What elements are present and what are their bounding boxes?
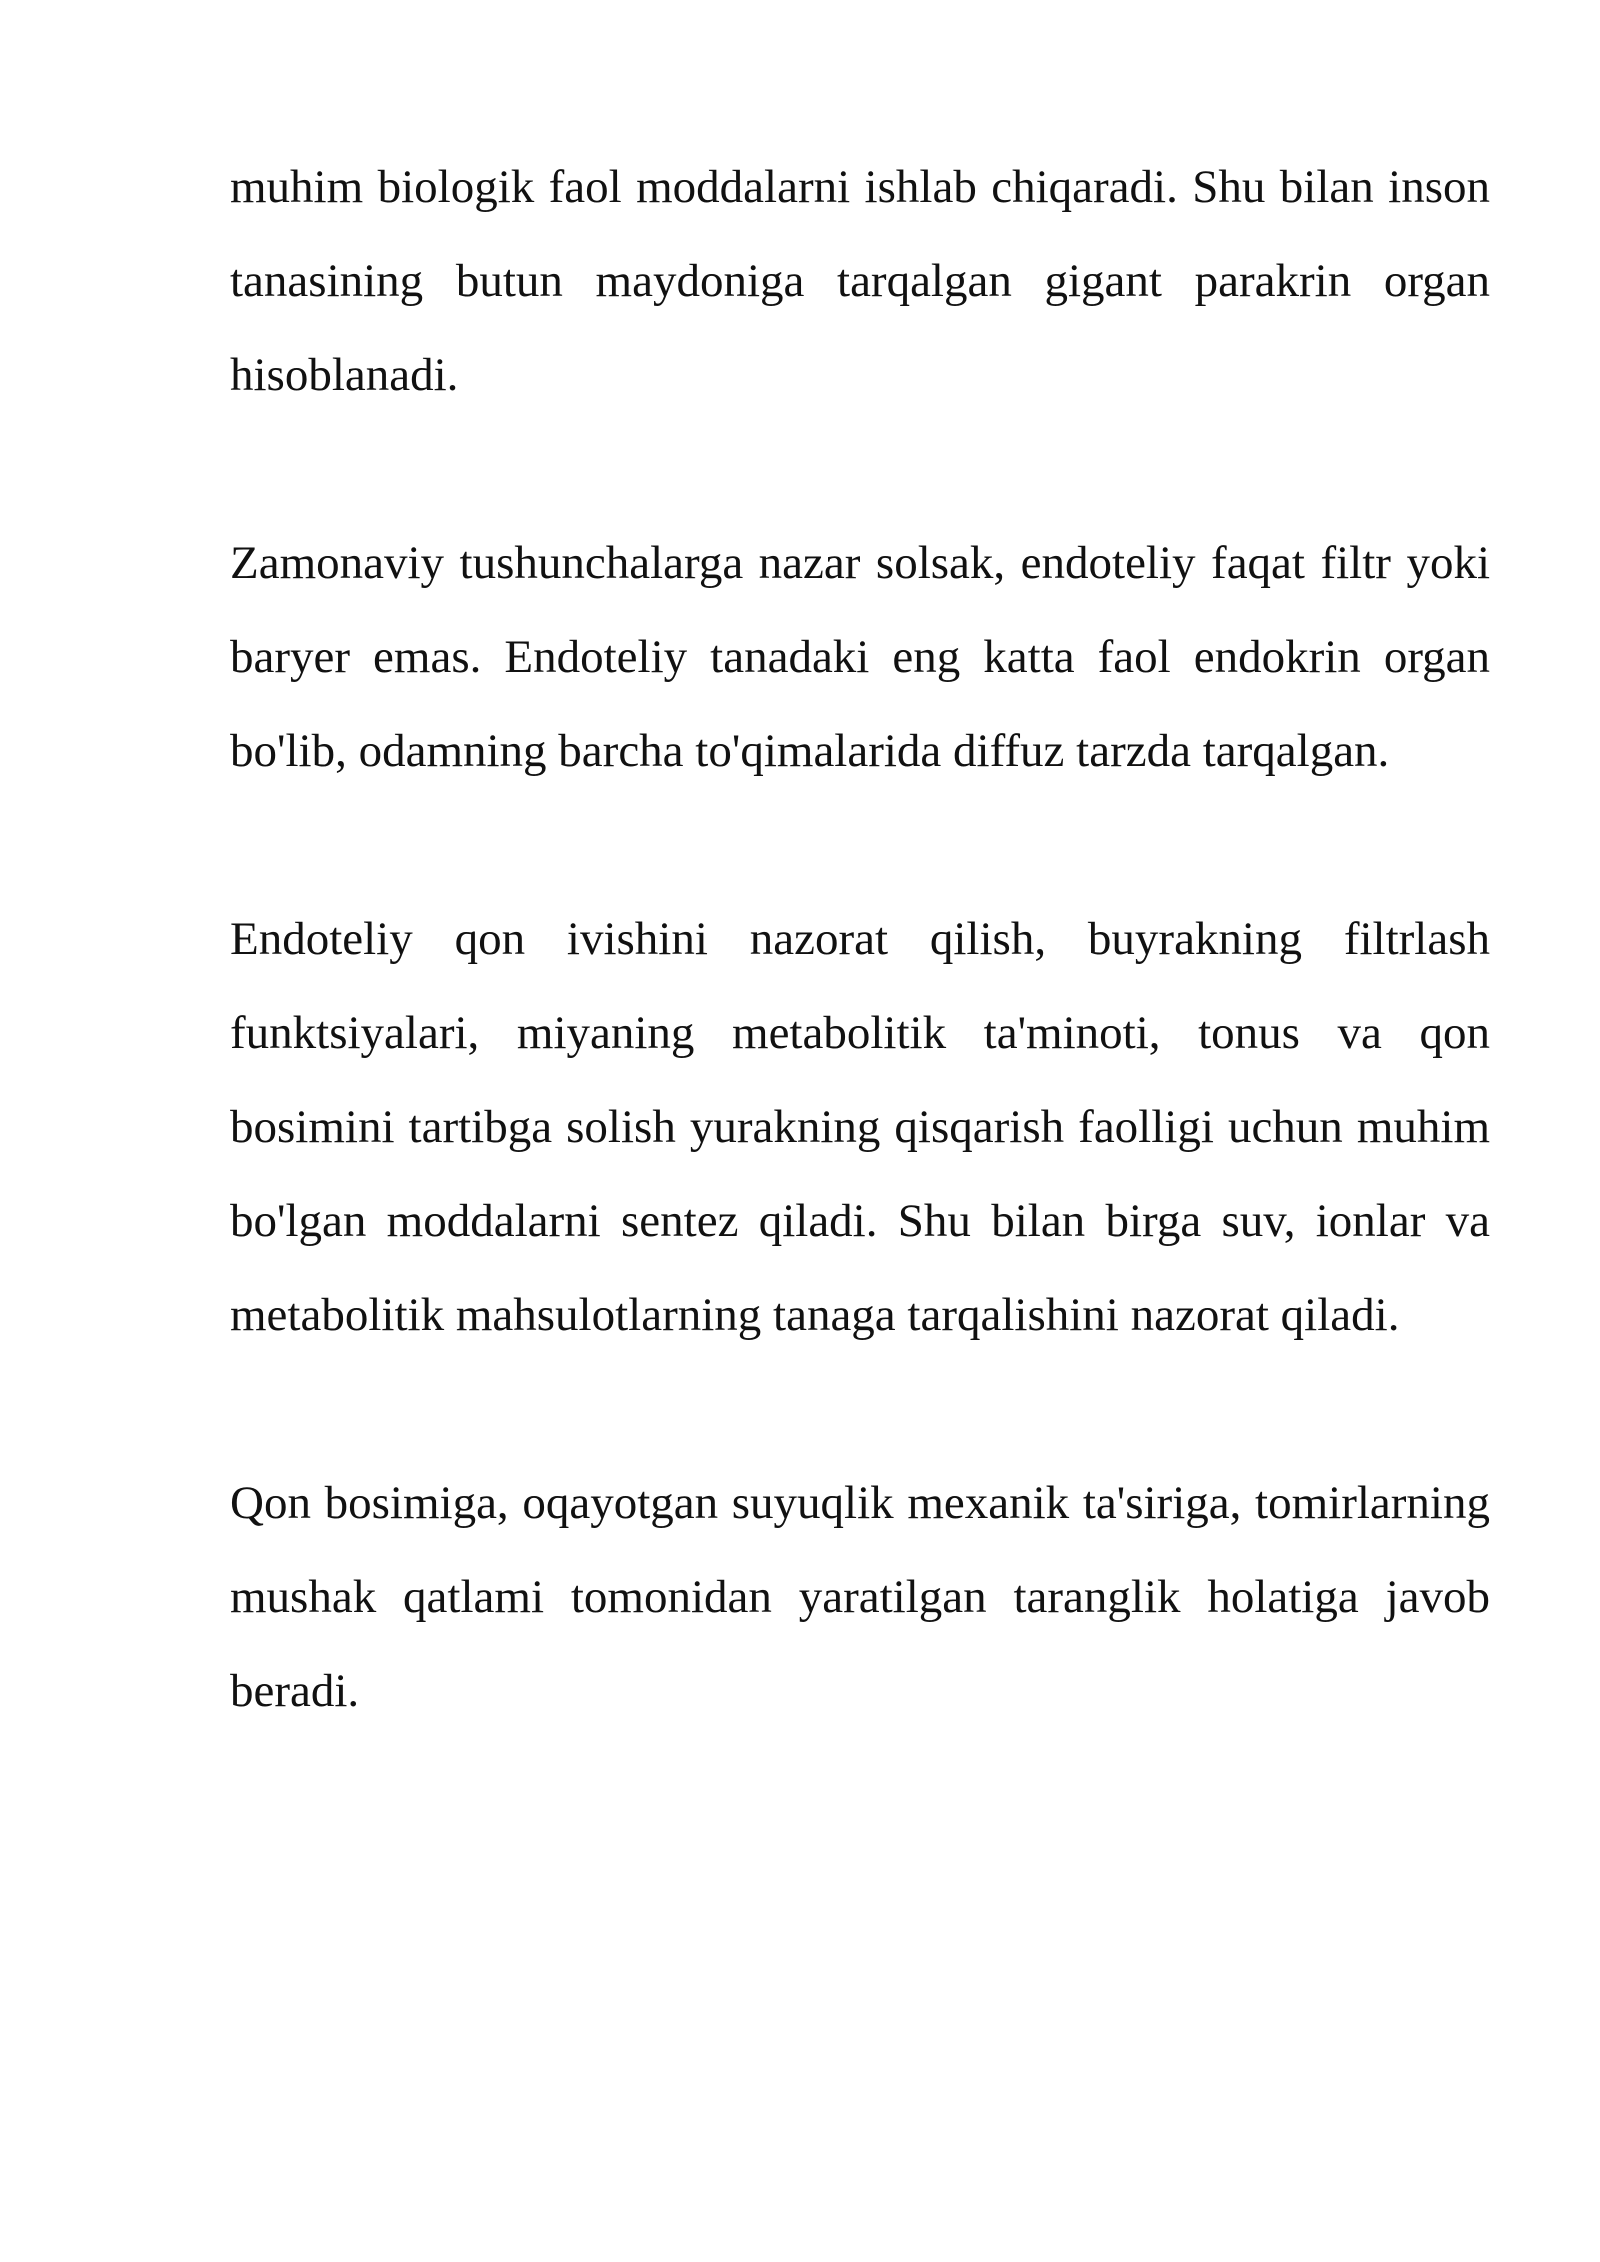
paragraph-1: muhim biologik faol moddalarni ishlab chiqaradi. Shu bilan inson tanasining butun maydoniga tarqalgan gigant parakrin organ hisoblanadi. xyxy=(230,161,1490,401)
paragraph-3: Endoteliy qon ivishini nazorat qilish, buyrakning filtrlash funktsiyalari, miyaning metabolitik ta'minoti, tonus va qon bosimini tartibga solish yurakning qisqarish faolligi uchun muhim bo'lgan moddalarni sentez qiladi. Shu bilan birga suv, ionlar va metabolitik mahsulotlarning tanaga tarqalishini nazorat qiladi. xyxy=(230,913,1490,1341)
document-body xyxy=(230,140,1490,1738)
paragraph-2: Zamonaviy tushunchalarga nazar solsak, endoteliy faqat filtr yoki baryer emas. Endoteliy tanadaki eng katta faol endokrin organ bo'lib, odamning barcha to'qimalarida diffuz tarzda tarqalgan. xyxy=(230,537,1490,777)
paragraph-4: Qon bosimiga, oqayotgan suyuqlik mexanik ta'siriga, tomirlarning mushak qatlami tomonidan yaratilgan taranglik holatiga javob beradi. xyxy=(230,1477,1490,1717)
